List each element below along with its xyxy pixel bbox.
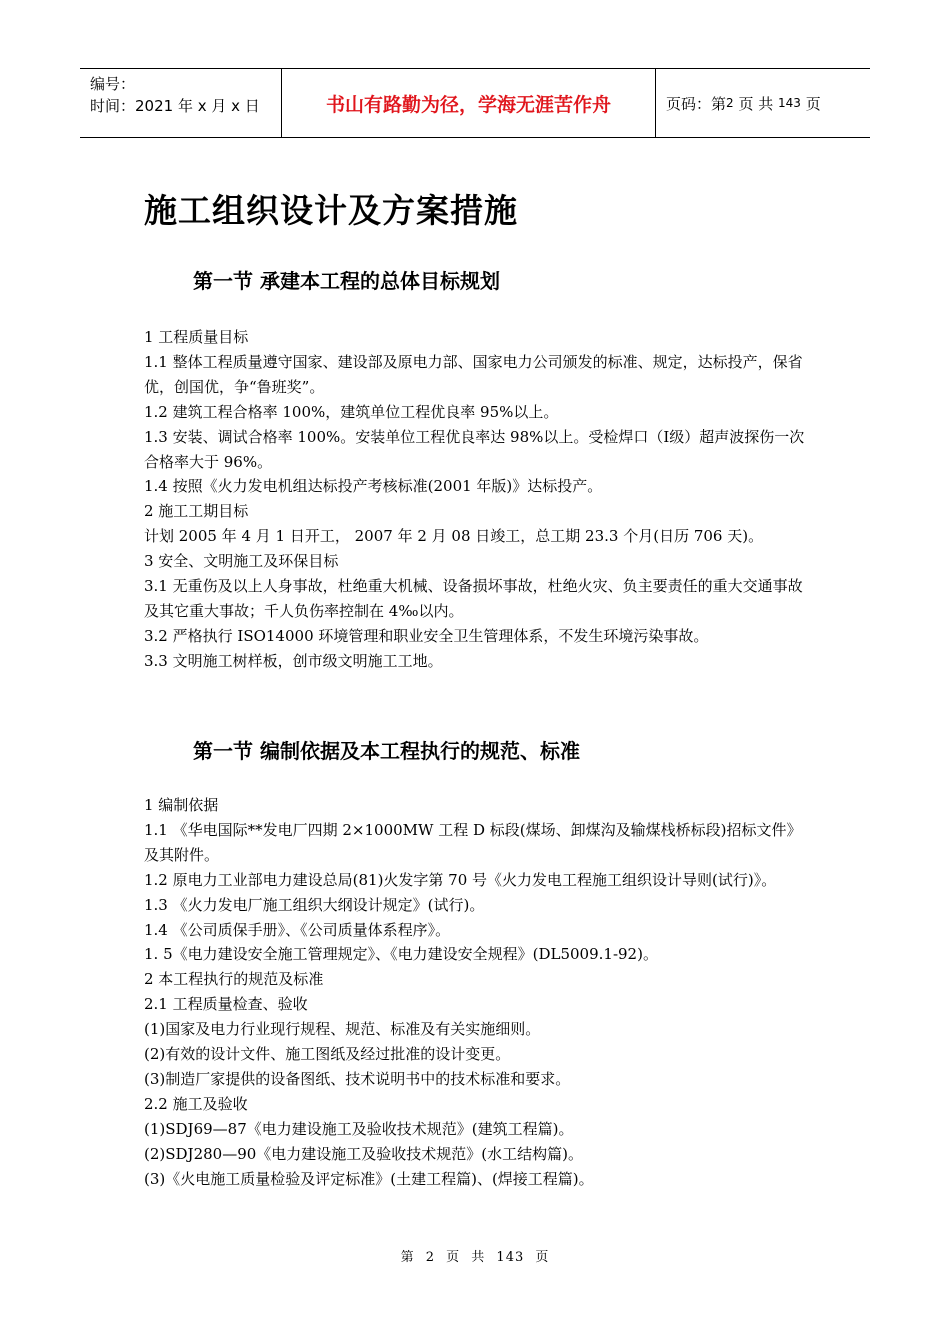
section-1-body bbox=[144, 325, 816, 674]
page-current: 2 bbox=[726, 96, 734, 110]
page-header bbox=[80, 68, 870, 138]
paragraph: 1.3 《火力发电厂施工组织大纲设计规定》(试行)。 bbox=[144, 895, 485, 914]
page-total: 143 bbox=[778, 96, 801, 110]
page-footer: 第 2 页 共 143 页 bbox=[400, 1250, 550, 1265]
paragraph: 1.3 安装、调试合格率 100%。安装单位工程优良率达 98%以上。受检焊口（Ⅰ级）超声波探伤一次合格率大于 96%。 bbox=[144, 427, 805, 471]
page-prefix: 页码：第 bbox=[666, 94, 727, 113]
paragraph: 1.4 按照《火力发电机组达标投产考核标准(2001 年版)》达标投产。 bbox=[144, 477, 603, 496]
paragraph: 2.1 工程质量检查、验收 bbox=[144, 995, 308, 1014]
paragraph: 1.2 建筑工程合格率 100%，建筑单位工程优良率 95%以上。 bbox=[144, 402, 559, 421]
section-2-body bbox=[144, 793, 816, 1192]
page-suffix: 页 bbox=[805, 94, 821, 113]
paragraph: 1 编制依据 bbox=[144, 796, 219, 814]
page-mid: 页 共 bbox=[738, 94, 774, 113]
paragraph: 1.2 原电力工业部电力建设总局(81)火发字第 70 号《火力发电工程施工组织设计导则(试行)》。 bbox=[144, 870, 777, 889]
paragraph: 1.4 《公司质保手册》、《公司质量体系程序》。 bbox=[144, 920, 451, 939]
document-title: 施工组织设计及方案措施 bbox=[144, 191, 518, 230]
paragraph: 1. 5《电力建设安全施工管理规定》、《电力建设安全规程》(DL5009.1-92)。 bbox=[144, 945, 658, 964]
header-meta bbox=[80, 69, 282, 137]
header-motto: 书山有路勤为径，学海无涯苦作舟 bbox=[282, 69, 656, 137]
paragraph: (2)有效的设计文件、施工图纸及经过批准的设计变更。 bbox=[144, 1045, 511, 1064]
paragraph: (1)SDJ69—87《电力建设施工及验收技术规范》(建筑工程篇)。 bbox=[144, 1119, 574, 1138]
paragraph: 3.1 无重伤及以上人身事故，杜绝重大机械、设备损坏事故，杜绝火灾、负主要责任的重大交通事故及其它重大事故；千人负伤率控制在 4‰以内。 bbox=[144, 577, 803, 620]
paragraph: 2.2 施工及验收 bbox=[144, 1094, 248, 1113]
paragraph: 3.3 文明施工树样板，创市级文明施工工地。 bbox=[144, 651, 443, 670]
document-number-label: 编号： bbox=[90, 75, 136, 93]
paragraph: (1)国家及电力行业现行规程、规范、标准及有关实施细则。 bbox=[144, 1020, 541, 1039]
paragraph: 1 工程质量目标 bbox=[144, 328, 249, 346]
paragraph: 3 安全、文明施工及环保目标 bbox=[144, 552, 339, 571]
paragraph: 计划 2005 年 4 月 1 日开工， 2007 年 2 月 08 日竣工，总工期 23.3 个月(日历 706 天)。 bbox=[144, 527, 764, 546]
section-1-title: 第一节 承建本工程的总体目标规划 bbox=[193, 269, 500, 293]
paragraph: 2 本工程执行的规范及标准 bbox=[144, 970, 324, 989]
section-2-title: 第一节 编制依据及本工程执行的规范、标准 bbox=[193, 739, 580, 763]
paragraph: (2)SDJ280—90《电力建设施工及验收技术规范》(水工结构篇)。 bbox=[144, 1144, 583, 1163]
paragraph: 1.1 《华电国际**发电厂四期 2×1000MW 工程 D 标段(煤场、卸煤沟及输煤栈桥标段)招标文件》及其附件。 bbox=[144, 820, 802, 864]
paragraph: 3.2 严格执行 ISO14000 环境管理和职业安全卫生管理体系，不发生环境污染事故。 bbox=[144, 626, 709, 645]
paragraph: (3)《火电施工质量检验及评定标准》(土建工程篇)、(焊接工程篇)。 bbox=[144, 1169, 594, 1188]
paragraph: 1.1 整体工程质量遵守国家、建设部及原电力部、国家电力公司颁发的标准、规定，达标投产，保省优，创国优，争“鲁班奖”。 bbox=[144, 352, 803, 396]
paragraph: 2 施工工期目标 bbox=[144, 502, 249, 521]
header-page-info bbox=[656, 69, 870, 137]
document-date: 时间：2021 年 x 月 x 日 bbox=[90, 97, 260, 115]
paragraph: (3)制造厂家提供的设备图纸、技术说明书中的技术标准和要求。 bbox=[144, 1069, 571, 1088]
